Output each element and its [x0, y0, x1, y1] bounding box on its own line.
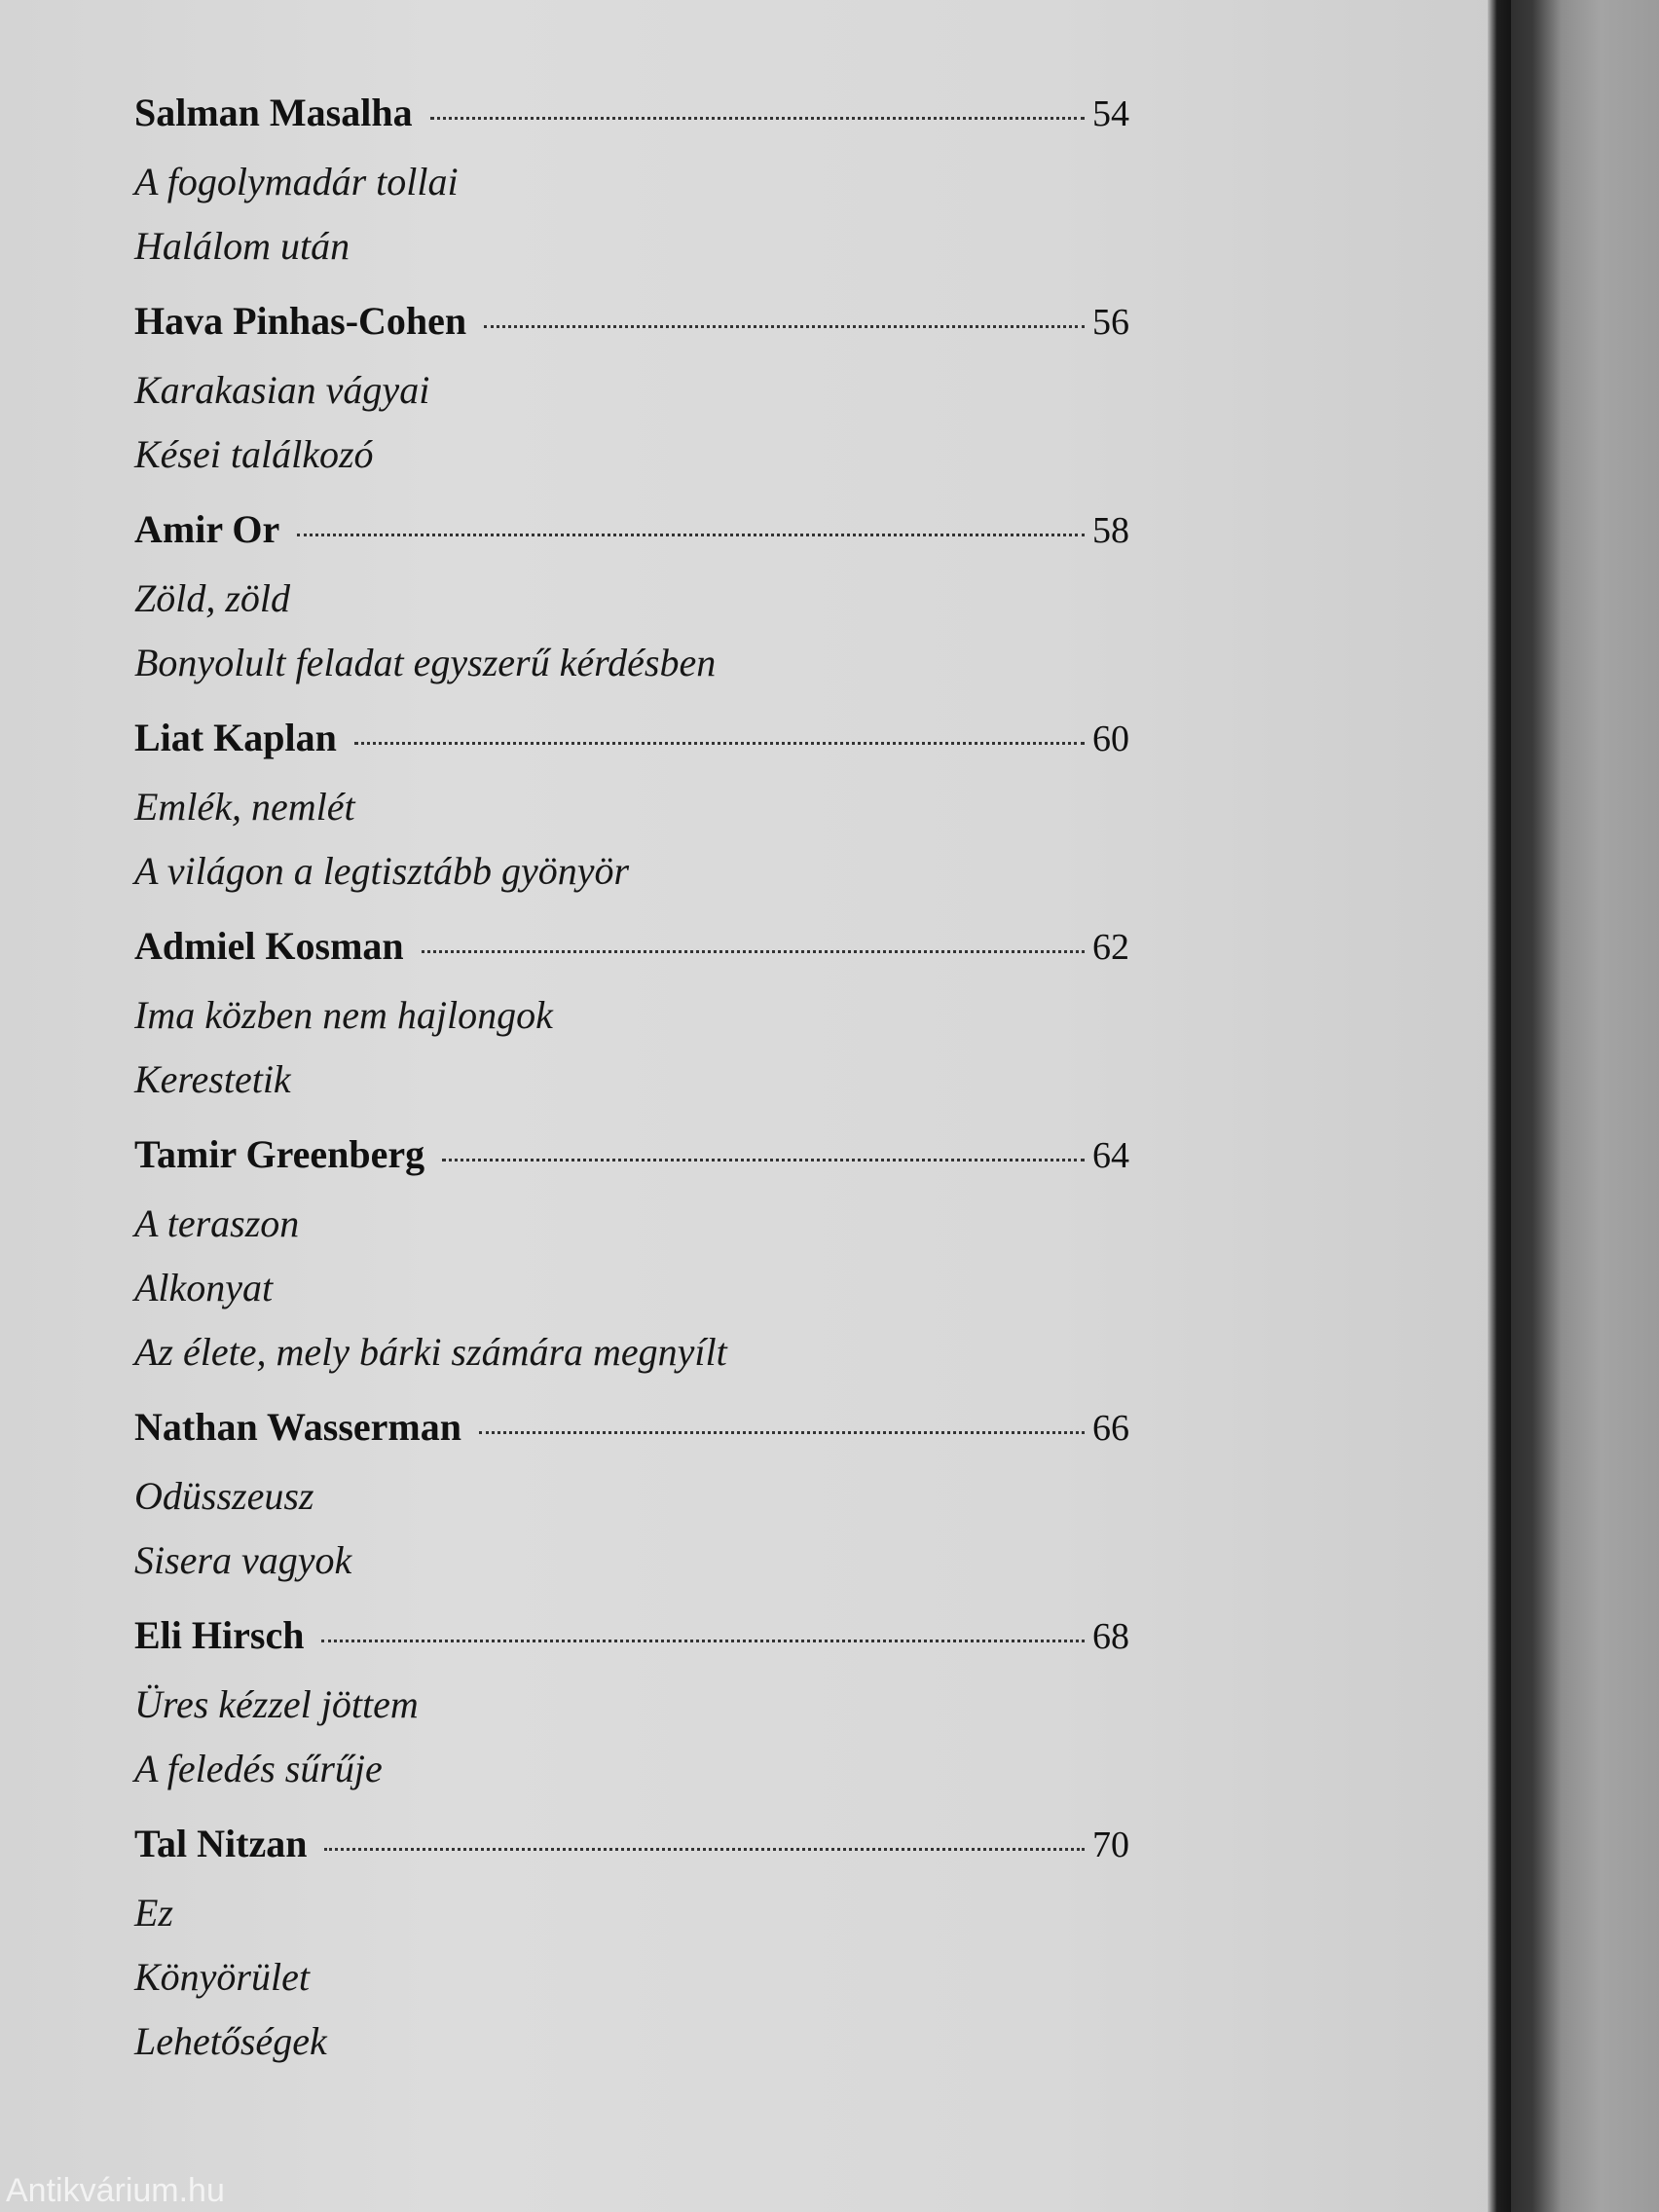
toc-entry — [134, 1612, 1147, 1801]
poem-title: Bonyolult feladat egyszerű kérdésben — [134, 641, 717, 684]
author-name: Eli Hirsch — [134, 1613, 305, 1657]
dot-leader — [430, 117, 1085, 120]
dot-leader — [321, 1640, 1085, 1642]
toc-author-row — [134, 1131, 1147, 1192]
poem-title: A fogolymadár tollai — [134, 160, 459, 203]
poem-title: A világon a legtisztább gyönyör — [134, 849, 630, 893]
dot-leader — [297, 534, 1085, 536]
author-name: Admiel Kosman — [134, 924, 404, 968]
page-number: 64 — [1092, 1135, 1129, 1176]
poem-title: Könyörület — [134, 1955, 310, 1999]
dot-leader — [442, 1159, 1085, 1161]
page-number: 56 — [1092, 302, 1129, 343]
author-name: Liat Kaplan — [134, 716, 337, 759]
poem-title: Ez — [134, 1891, 173, 1935]
dot-leader — [479, 1431, 1085, 1434]
poem-title: Lehetőségek — [134, 2019, 327, 2063]
background-surface — [1503, 0, 1659, 2212]
poem-title: Ima közben nem hajlongok — [134, 993, 553, 1037]
dot-leader — [354, 742, 1085, 745]
toc-entry — [134, 90, 1147, 278]
page-number: 68 — [1092, 1616, 1129, 1657]
toc-entry — [134, 1404, 1147, 1593]
poem-title: Odüsszeusz — [134, 1474, 314, 1518]
author-name: Hava Pinhas-Cohen — [134, 299, 467, 343]
table-of-contents — [134, 90, 1147, 2093]
poem-title: Halálom után — [134, 224, 350, 268]
toc-author-row — [134, 923, 1147, 983]
author-name: Tamir Greenberg — [134, 1132, 425, 1176]
page-edge — [1488, 0, 1511, 2212]
page-number: 66 — [1092, 1408, 1129, 1449]
toc-entry — [134, 1131, 1147, 1384]
page-number: 54 — [1092, 93, 1129, 134]
poem-title: Zöld, zöld — [134, 576, 291, 620]
poem-title: Az élete, mely bárki számára megnyílt — [134, 1330, 727, 1374]
poem-title: Kései találkozó — [134, 432, 374, 476]
author-name: Salman Masalha — [134, 91, 413, 134]
poem-title: Sisera vagyok — [134, 1538, 352, 1582]
poem-title: A teraszon — [134, 1201, 300, 1245]
watermark: Antikvárium.hu — [6, 2172, 225, 2209]
dot-leader — [484, 325, 1085, 328]
toc-author-row — [134, 506, 1147, 567]
toc-author-row — [134, 1612, 1147, 1673]
dot-leader — [422, 950, 1085, 953]
dot-leader — [324, 1848, 1085, 1851]
toc-author-row — [134, 1404, 1147, 1464]
toc-entry — [134, 715, 1147, 903]
author-name: Amir Or — [134, 507, 280, 551]
toc-entry — [134, 1821, 1147, 2074]
page-number: 62 — [1092, 927, 1129, 968]
author-name: Nathan Wasserman — [134, 1405, 461, 1449]
toc-author-row — [134, 715, 1147, 775]
page-number: 58 — [1092, 510, 1129, 551]
toc-entry — [134, 506, 1147, 695]
toc-author-row — [134, 298, 1147, 358]
toc-author-row — [134, 90, 1147, 150]
poem-title: Alkonyat — [134, 1266, 274, 1309]
page-number: 60 — [1092, 719, 1129, 759]
toc-author-row — [134, 1821, 1147, 1881]
toc-entry — [134, 923, 1147, 1112]
poem-title: Kerestetik — [134, 1057, 291, 1101]
poem-title: Karakasian vágyai — [134, 368, 430, 412]
author-name: Tal Nitzan — [134, 1822, 308, 1865]
poem-title: Emlék, nemlét — [134, 785, 355, 829]
poem-title: A feledés sűrűje — [134, 1747, 383, 1790]
page-number: 70 — [1092, 1825, 1129, 1865]
toc-entry — [134, 298, 1147, 487]
poem-title: Üres kézzel jöttem — [134, 1682, 419, 1726]
